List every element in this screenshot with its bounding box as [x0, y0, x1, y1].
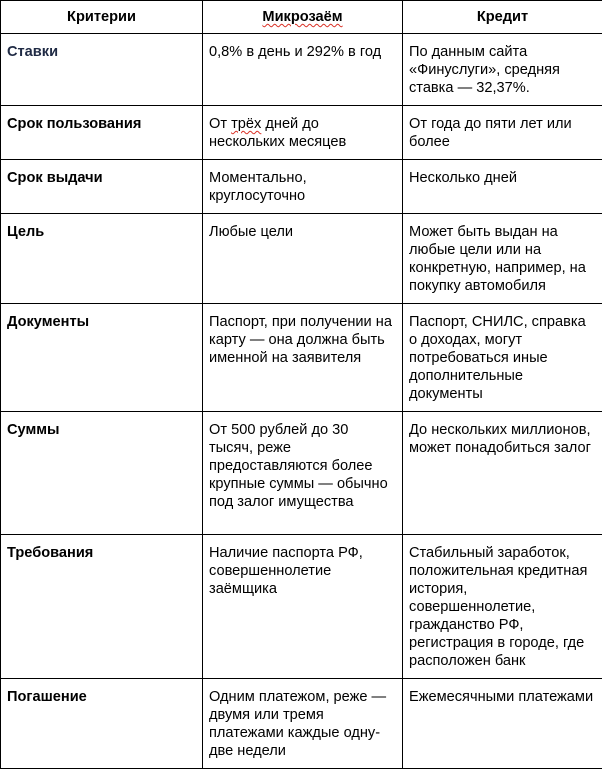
spellcheck-marked-word: трёх	[231, 116, 261, 132]
credit-cell: Несколько дней	[403, 160, 602, 214]
header-criteria: Критерии	[1, 1, 203, 34]
microloan-cell: Одним платежом, реже — двумя или тремя платежами каждые одну-две недели	[203, 679, 403, 769]
credit-cell: Паспорт, СНИЛС, справка о доходах, могут потребоваться иные дополнительные документы	[403, 304, 602, 412]
table-row	[1, 106, 602, 160]
credit-cell: Ежемесячными платежами	[403, 679, 602, 769]
header-row	[1, 1, 602, 34]
criterion-cell: Погашение	[1, 679, 203, 769]
table-row	[1, 679, 602, 769]
microloan-cell: От 500 рублей до 30 тысяч, реже предоставляются более крупные суммы — обычно под залог имущества	[203, 412, 403, 535]
criterion-cell: Суммы	[1, 412, 203, 535]
criterion-cell: Срок пользования	[1, 106, 203, 160]
table-row	[1, 34, 602, 106]
table-row	[1, 160, 602, 214]
credit-cell: По данным сайта «Финуслуги», средняя ставка — 32,37%.	[403, 34, 602, 106]
credit-cell: От года до пяти лет или более	[403, 106, 602, 160]
criterion-cell: Ставки	[1, 34, 203, 106]
microloan-text-part: дней до нескольких месяцев	[209, 116, 346, 150]
criterion-cell: Цель	[1, 214, 203, 304]
header-microloan	[203, 1, 403, 34]
microloan-cell: Моментально, круглосуточно	[203, 160, 403, 214]
microloan-cell: Паспорт, при получении на карту — она должна быть именной на заявителя	[203, 304, 403, 412]
criterion-cell: Документы	[1, 304, 203, 412]
table-row	[1, 304, 602, 412]
microloan-cell: Наличие паспорта РФ, совершеннолетие заёмщика	[203, 535, 403, 679]
table-row	[1, 412, 602, 535]
criterion-cell: Требования	[1, 535, 203, 679]
credit-cell: До нескольких миллионов, может понадобиться залог	[403, 412, 602, 535]
table-row	[1, 535, 602, 679]
header-credit: Кредит	[403, 1, 602, 34]
credit-cell: Стабильный заработок, положительная кредитная история, совершеннолетие, гражданство РФ, регистрация в городе, где расположен банк	[403, 535, 602, 679]
microloan-cell: 0,8% в день и 292% в год	[203, 34, 403, 106]
criterion-cell: Срок выдачи	[1, 160, 203, 214]
table-row	[1, 214, 602, 304]
credit-cell: Может быть выдан на любые цели или на конкретную, например, на покупку автомобиля	[403, 214, 602, 304]
microloan-cell: Любые цели	[203, 214, 403, 304]
header-microloan-label: Микрозаём	[262, 9, 342, 25]
microloan-text-part: От	[209, 116, 231, 132]
microloan-cell	[203, 106, 403, 160]
